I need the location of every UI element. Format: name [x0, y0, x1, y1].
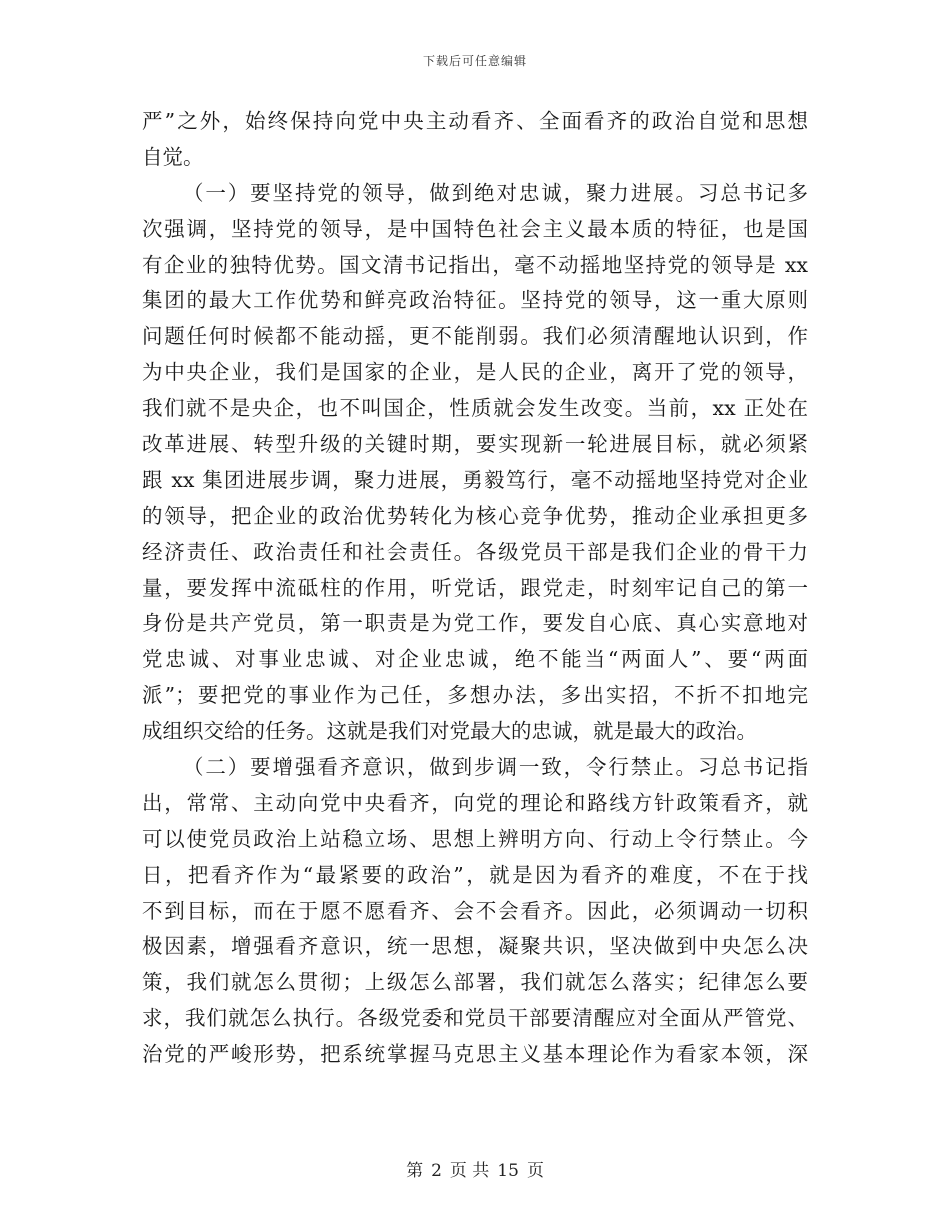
text-line: 出，常常、主动向党中央看齐，向党的理论和路线方针政策看齐，就	[142, 790, 808, 815]
text-line: 问题任何时候都不能动摇，更不能削弱。我们必须清醒地认识到，作	[142, 324, 808, 349]
text-line: 的领导，把企业的政治优势转化为核心竞争优势，推动企业承担更多	[142, 503, 808, 528]
text-line: 严”之外，始终保持向党中央主动看齐、全面看齐的政治自觉和思想	[142, 109, 808, 133]
text-line: 可以使党员政治上站稳立场、思想上辨明方向、行动上令行禁止。今	[142, 826, 808, 851]
text-line: 求，我们就怎么执行。各级党委和党员干部要清醒应对全面从严管党、	[142, 1006, 808, 1031]
text-line: 为中央企业，我们是国家的企业，是人民的企业，离开了党的领导，	[142, 360, 808, 385]
paragraph-first-line: （一）要坚持党的领导，做到绝对忠诚，聚力进展。习总书记多	[183, 180, 808, 205]
text-line: 治党的严峻形势，把系统掌握马克思主义基本理论作为看家本领，深	[142, 1042, 808, 1067]
page-footer	[0, 1156, 950, 1181]
text-line: 跟 xx 集团进展步调，聚力进展，勇毅笃行，毫不动摇地坚持党对企业	[142, 467, 808, 492]
text-line: 派”；要把党的事业作为己任，多想办法，多出实招，不折不扣地完	[142, 683, 808, 708]
total-pages: 15	[497, 1161, 519, 1181]
text-line: 改革进展、转型升级的关键时期，要实现新一轮进展目标，就必须紧	[142, 432, 808, 457]
text-line: 有企业的独特优势。国文清书记指出，毫不动摇地坚持党的领导是 xx	[142, 252, 808, 277]
paragraph-first-line: （二）要增强看齐意识，做到步调一致，令行禁止。习总书记指	[183, 755, 808, 780]
text-line: 集团的最大工作优势和鲜亮政治特征。坚持党的领导，这一重大原则	[142, 288, 808, 313]
footer-prefix: 第	[406, 1161, 424, 1181]
text-line: 自觉。	[142, 144, 204, 169]
page-header: 下载后可任意编辑	[422, 54, 527, 68]
text-line: 我们就不是央企，也不叫国企，性质就会发生改变。当前，xx 正处在	[142, 396, 808, 421]
footer-middle: 页 共	[449, 1161, 490, 1181]
text-line: 不到目标，而在于愿不愿看齐、会不会看齐。因此，必须调动一切积	[142, 898, 808, 923]
text-line: 经济责任、政治责任和社会责任。各级党员干部是我们企业的骨干力	[142, 539, 808, 564]
footer-suffix: 页	[526, 1161, 544, 1181]
text-line: 成组织交给的任务。这就是我们对党最大的忠诚，就是最大的政治。	[142, 719, 757, 744]
page-number: 2	[431, 1161, 442, 1181]
document-body	[142, 104, 808, 1073]
text-line: 极因素，增强看齐意识，统一思想，凝聚共识，坚决做到中央怎么决	[142, 934, 808, 959]
text-line: 日，把看齐作为“最紧要的政治”，就是因为看齐的难度，不在于找	[142, 862, 808, 887]
text-line: 次强调，坚持党的领导，是中国特色社会主义最本质的特征，也是国	[142, 216, 808, 241]
text-line: 量，要发挥中流砥柱的作用，听党话，跟党走，时刻牢记自己的第一	[142, 575, 808, 600]
text-line: 策，我们就怎么贯彻；上级怎么部署，我们就怎么落实；纪律怎么要	[142, 970, 808, 995]
text-line: 身份是共产党员，第一职责是为党工作，要发自心底、真心实意地对	[142, 611, 808, 636]
text-line: 党忠诚、对事业忠诚、对企业忠诚，绝不能当“两面人”、要“两面	[142, 647, 808, 672]
